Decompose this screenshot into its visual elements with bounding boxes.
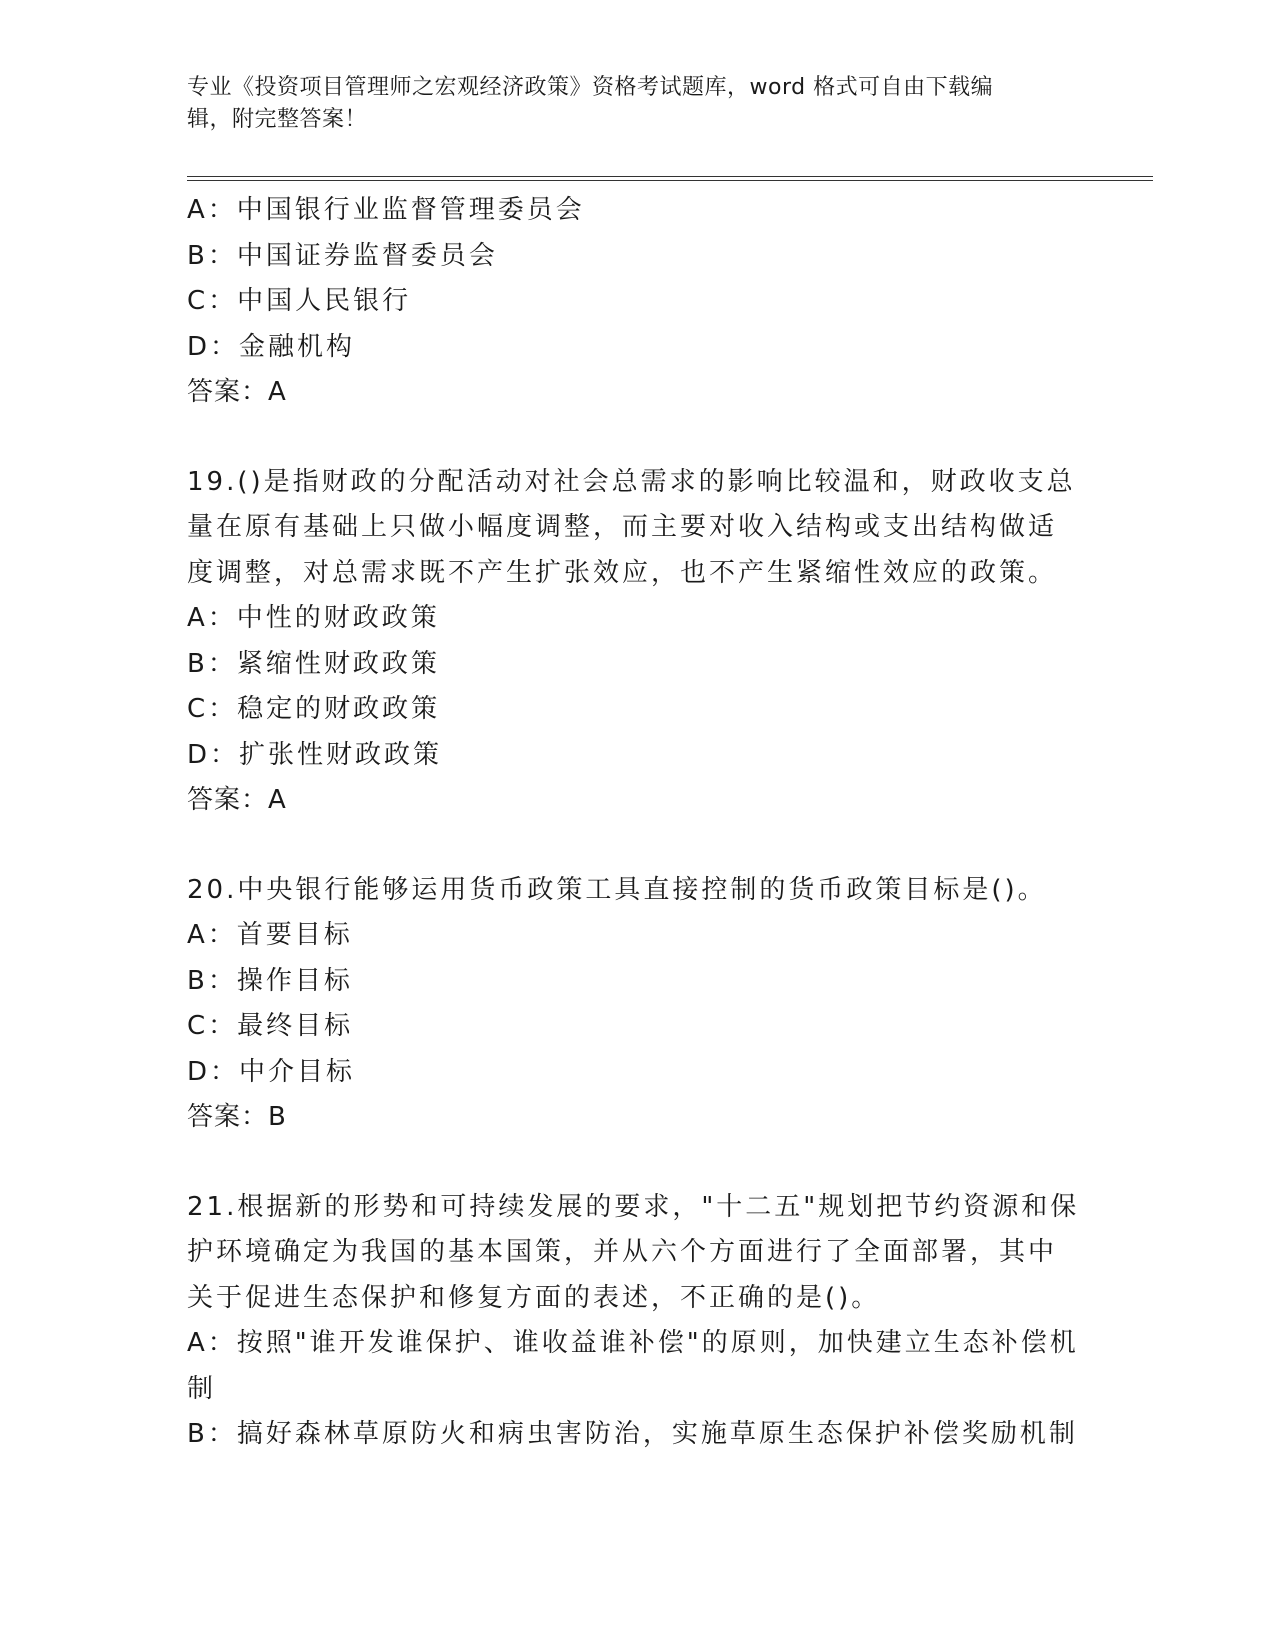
document-header bbox=[187, 72, 1067, 136]
header-divider-bottom bbox=[187, 180, 1153, 181]
option-a: A：中国银行业监督管理委员会 bbox=[187, 195, 585, 225]
option-d: D：中介目标 bbox=[187, 1056, 356, 1087]
question-text-line: 19.()是指财政的分配活动对社会总需求的影响比较温和，财政收支总 bbox=[187, 466, 1076, 497]
question-content bbox=[187, 188, 1087, 1458]
header-line-2: 辑，附完整答案！ bbox=[187, 107, 368, 132]
spacer bbox=[187, 1141, 1087, 1185]
option-c: C：中国人民银行 bbox=[187, 286, 412, 316]
option-a: A：按照"谁开发谁保护、谁收益谁补偿"的原则，加快建立生态补偿机 bbox=[187, 1328, 1079, 1358]
option-c: C：最终目标 bbox=[187, 1011, 354, 1041]
option-c: C：稳定的财政政策 bbox=[187, 694, 441, 724]
question-text-line: 关于促进生态保护和修复方面的表述，不正确的是()。 bbox=[187, 1282, 881, 1313]
spacer bbox=[187, 824, 1087, 868]
answer: 答案：A bbox=[187, 377, 287, 407]
answer: 答案：B bbox=[187, 1102, 287, 1132]
answer: 答案：A bbox=[187, 785, 287, 815]
option-a-continued: 制 bbox=[187, 1373, 217, 1404]
spacer bbox=[187, 416, 1087, 460]
option-b: B：操作目标 bbox=[187, 965, 353, 996]
option-b: B：中国证券监督委员会 bbox=[187, 240, 498, 271]
question-21 bbox=[187, 1185, 1087, 1458]
option-a: A：首要目标 bbox=[187, 920, 353, 950]
question-text-line: 度调整，对总需求既不产生扩张效应，也不产生紧缩性效应的政策。 bbox=[187, 557, 1058, 588]
option-b: B：搞好森林草原防火和病虫害防治，实施草原生态保护补偿奖励机制 bbox=[187, 1419, 1078, 1449]
header-line-1: 专业《投资项目管理师之宏观经济政策》资格考试题库，word 格式可自由下载编 bbox=[187, 75, 994, 100]
question-text-line: 20.中央银行能够运用货币政策工具直接控制的货币政策目标是()。 bbox=[187, 874, 1047, 905]
option-d: D：扩张性财政政策 bbox=[187, 739, 443, 770]
question-18 bbox=[187, 188, 1087, 416]
question-text-line: 护环境确定为我国的基本国策，并从六个方面进行了全面部署，其中 bbox=[187, 1237, 1058, 1267]
question-text-line: 21.根据新的形势和可持续发展的要求，"十二五"规划把节约资源和保 bbox=[187, 1191, 1080, 1222]
option-b: B：紧缩性财政政策 bbox=[187, 648, 440, 679]
option-d: D：金融机构 bbox=[187, 331, 356, 362]
header-divider-top bbox=[187, 176, 1153, 177]
question-20 bbox=[187, 868, 1087, 1141]
question-19 bbox=[187, 460, 1087, 824]
option-a: A：中性的财政政策 bbox=[187, 603, 440, 633]
question-text-line: 量在原有基础上只做小幅度调整，而主要对收入结构或支出结构做适 bbox=[187, 512, 1058, 542]
